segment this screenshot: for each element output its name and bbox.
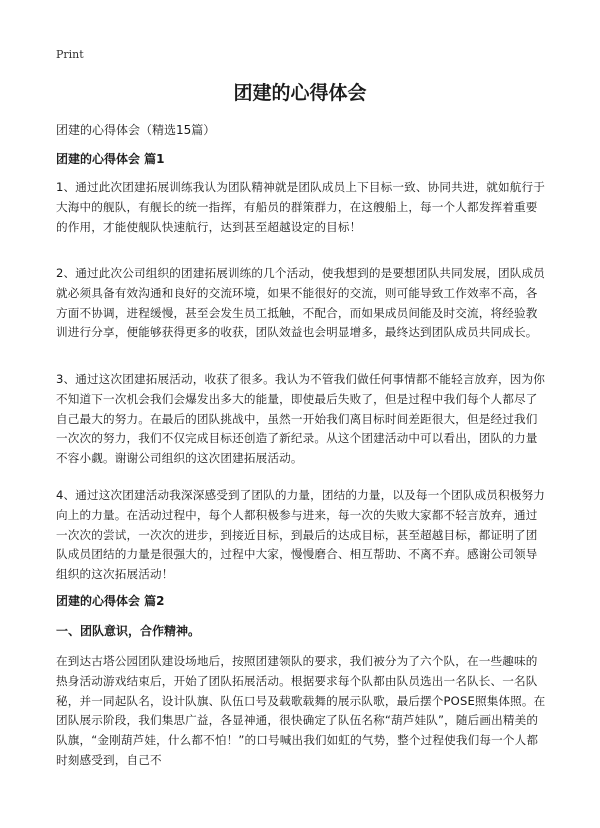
document-subtitle: 团建的心得体会（精选15篇） (56, 123, 216, 137)
page-title: 团建的心得体会 (233, 82, 367, 104)
print-link[interactable]: Print (56, 48, 84, 61)
section-subheading: 一、团队意识，合作精神。 (56, 624, 201, 638)
paragraph-2: 2、通过此次公司组织的团建拓展训练的几个活动，使我想到的是要想团队共同发展，团队成员就必须具备有效沟通和良好的交流环境，如果不能很好的交流，则可能导致工作效率不高，各方面不协调，进程缓慢，甚至会发生员工抵触，不配合，而如果成员间能及时交流，将经验教训进行分享，便能够获得更多的收获，团队效益也会明显增多，最终达到团队成员共同成长。 (56, 266, 546, 340)
paragraph-4: 4、通过这次团建活动我深深感受到了团队的力量，团结的力量，以及每一个团队成员积极努力向上的力量。在活动过程中，每个人都积极参与进来，每一次的失败大家都不轻言放弃，通过一次次的尝试，一次次的进步，到接近目标，到最后的达成目标，甚至超越目标，都证明了团队成员团结的力量是很强大的，过程中大家，慢慢磨合、相互帮助、不离不弃。感谢公司领导组织的这次拓展活动！ (56, 488, 546, 582)
paragraph-3: 3、通过这次团建拓展活动，收获了很多。我认为不管我们做任何事情都不能轻言放弃，因为你不知道下一次机会我们会爆发出多大的能量，即使最后失败了，但是过程中我们每个人都尽了自己最大的努力。在最后的团队挑战中，虽然一开始我们离目标时间差距很大，但是经过我们一次次的努力，我们不仅完成目标还创造了新纪录。从这个团建活动中可以看出，团队的力量不容小觑。谢谢公司组织的这次团建拓展活动。 (56, 372, 546, 466)
section-heading-2: 团建的心得体会 篇2 (56, 594, 165, 608)
paragraph-5: 在到达古塔公园团队建设场地后，按照团建领队的要求，我们被分为了六个队，在一些趣味的热身活动游戏结束后，开始了团队拓展活动。根据要求每个队都由队员选出一名队长、一名队秘，并一同起队名，设计队旗、队伍口号及载歌载舞的展示队歌，最后摆个POSE照集体照。在团队展示阶段，我们集思广益，各显神通，很快确定了队伍名称“葫芦娃队”，随后画出精美的队旗，“金刚葫芦娃，什么都不怕！”的口号喊出我们如虹的气势，整个过程使我们每一个人都时刻感受到，自己不 (56, 654, 546, 767)
paragraph-1: 1、通过此次团建拓展训练我认为团队精神就是团队成员上下目标一致、协同共进，就如航行于大海中的舰队，有舰长的统一指挥，有船员的群策群力，在这艘船上，每一个人都发挥着重要的作用，才能使舰队快速航行，达到甚至超越设定的目标！ (56, 180, 546, 234)
section-heading-1: 团建的心得体会 篇1 (56, 152, 165, 166)
